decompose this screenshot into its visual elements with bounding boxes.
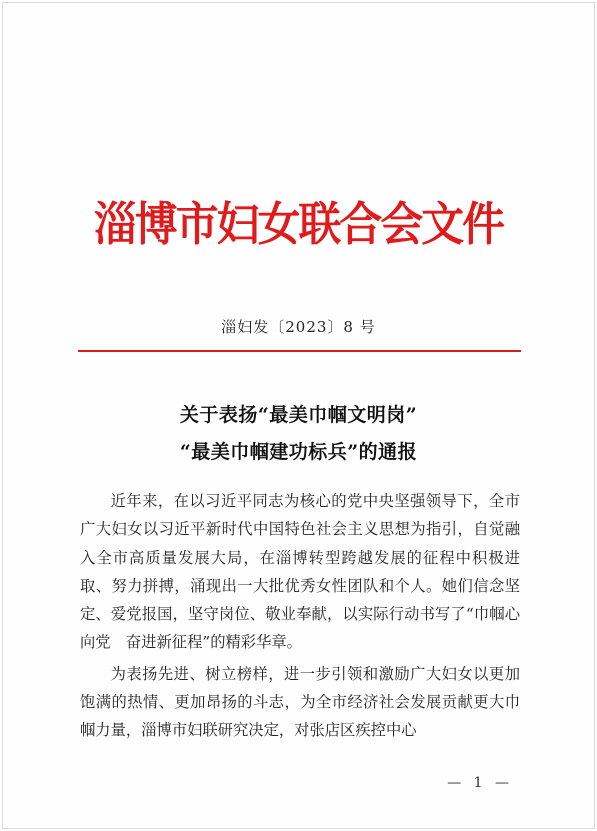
notice-body [80,487,520,745]
notice-title-line-1: 关于表扬“最美巾帼文明岗” [179,404,418,426]
notice-title-line-2: “最美巾帼建功标兵”的通报 [179,441,418,463]
org-header-title: 淄博市妇女联合会文件 [93,197,504,251]
page-number: — 1 — [447,775,513,791]
red-divider-line [78,350,521,352]
document-number: 淄妇发〔2023〕8 号 [221,318,376,336]
body-paragraph-1: 近年来，在以习近平同志为核心的党中央坚强领导下，全市广大妇女以习近平新时代中国特色社会主义思想为指引，自觉融入全市高质量发展大局，在淄博转型跨越发展的征程中积极进取、努力拼搏，涌现出一大批优秀女性团队和个人。她们信念坚定、爱党报国，坚守岗位、敬业奉献，以实际行动书写了“巾帼心向党 奋进新征程”的精彩华章。 [80,492,520,652]
body-paragraph-2: 为表扬先进、树立榜样，进一步引领和激励广大妇女以更加饱满的热情、更加昂扬的斗志，为全市经济社会发展贡献更大巾帼力量，淄博市妇联研究决定，对张店区疾控中心 [80,664,520,740]
